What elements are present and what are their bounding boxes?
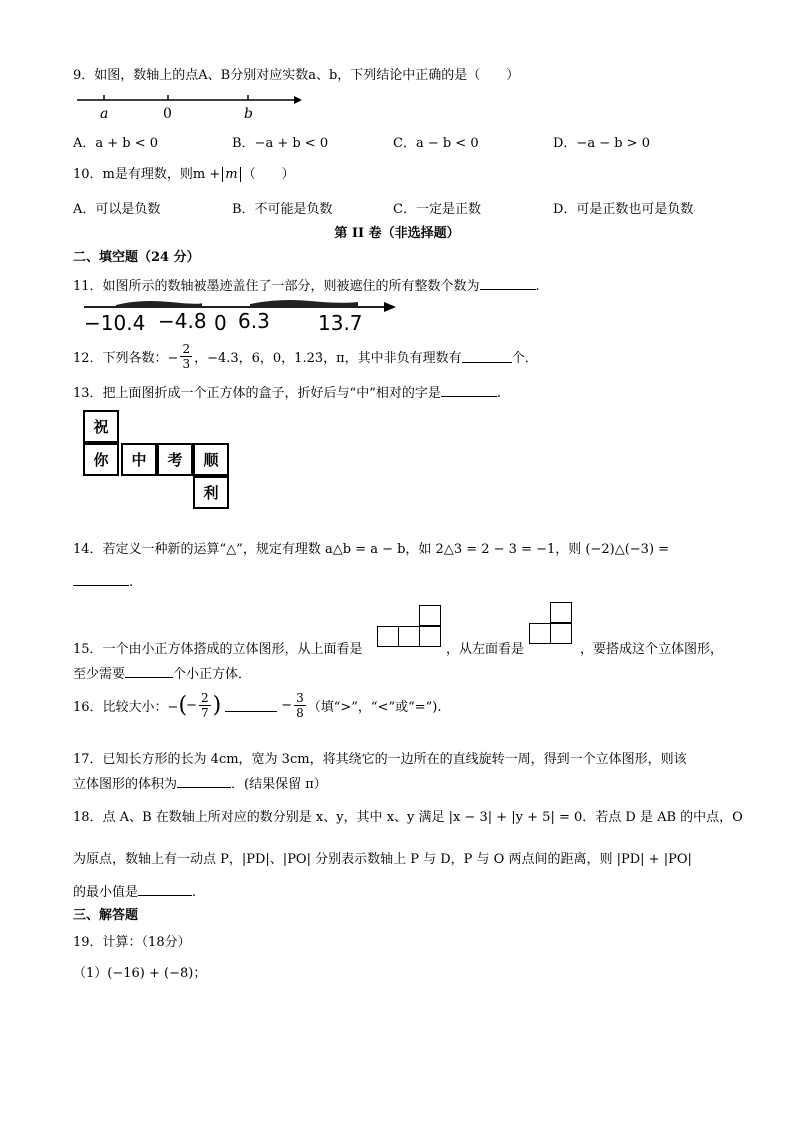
net-cell-6: 利: [193, 476, 229, 509]
section3-heading: 三、解答题: [73, 908, 139, 923]
q12-fraction: [180, 343, 192, 370]
q16-answer-blank[interactable]: [225, 699, 277, 712]
q16-fraction-2: [294, 692, 306, 719]
q10-abs-m: m: [222, 167, 240, 182]
q12-end: 个．: [511, 351, 538, 366]
q11-stem-end: .: [535, 279, 540, 294]
q10-option-c: C．一定是正数: [393, 202, 481, 217]
q15-text-e: 个小正方体．: [173, 667, 252, 682]
net-cell-5: 顺: [193, 443, 229, 476]
q12-frac-num: 2: [182, 342, 191, 356]
q15-answer-blank[interactable]: [125, 665, 173, 678]
q13-stem: [73, 382, 501, 401]
q16-f2-num: 3: [296, 691, 304, 705]
q17-line1: 17．已知长方形的长为 4cm，宽为 3cm，将其绕它的一边所在的直线旋转一周，得到一个立体图形，则该: [73, 752, 687, 767]
part2-title: 第 II 卷（非选择题）: [334, 226, 460, 241]
q9-axis-label-b: b: [244, 106, 253, 122]
q11-label-0: 0: [214, 311, 227, 335]
q12-stem: [73, 343, 538, 370]
q10-stem-suffix: （ ）: [242, 167, 295, 182]
q14-answer-blank[interactable]: [73, 573, 129, 586]
q18-line3a: 的最小值是: [73, 885, 139, 900]
q18-line3b: .: [192, 885, 197, 900]
q15-text-d: 至少需要: [73, 667, 126, 682]
q14-stem: 14．若定义一种新的运算“△”，规定有理数 a△b = a − b，如 2△3 = 2 − 3 = −1，则 (−2)△(−3) =: [73, 542, 670, 557]
q17-line2b: ．(结果保留 π）: [231, 777, 327, 792]
q17-answer-blank[interactable]: [177, 775, 231, 788]
q16-stem: 16．比较大小：− ( − $\frac{2}{7}$ ) − $\frac{3}{8}$ （填“>”，“<”或“=”).: [73, 691, 442, 720]
q11-label-neg4-8: −4.8: [158, 309, 207, 333]
q14-answer-line: [73, 573, 133, 590]
q9-stem: 9．如图，数轴上的点A、B分别对应实数a、b，下列结论中正确的是（ ）: [73, 68, 520, 83]
q13-stem-end: .: [496, 386, 501, 401]
q9-axis-label-a: a: [100, 106, 109, 122]
q11-stem: [73, 275, 540, 294]
q15-line2: [73, 663, 251, 682]
q12-middle: ，−4.3，6，0，1.23̇，π，其中非负有理数有: [194, 351, 462, 366]
q18-answer-blank[interactable]: [138, 883, 192, 896]
section2-heading: 二、填空题（24 分）: [73, 250, 200, 265]
q13-answer-blank[interactable]: [441, 384, 497, 397]
q15-text-a: 15．一个由小正方体搭成的立体图形，从上面看是: [73, 642, 363, 657]
q16-fraction-1: [199, 692, 211, 719]
q10-stem-prefix: 10．m是有理数，则m +: [73, 167, 221, 182]
q18-line1: 18．点 A、B 在数轴上所对应的数分别是 x、y，其中 x、y 满足 |x − 3| + |y + 5| = 0．若点 D 是 AB 的中点，O: [73, 810, 743, 825]
q17-line2a: 立体图形的体积为: [73, 777, 178, 792]
q16-f2-den: 8: [296, 706, 304, 720]
q10-option-a: A．可以是负数: [73, 202, 161, 217]
q16-prefix: 16．比较大小：−: [73, 700, 179, 715]
net-cell-2: 你: [83, 443, 119, 476]
q19-stem: 19．计算：（18分）: [73, 935, 191, 950]
q9-option-c: C．a − b < 0: [393, 136, 479, 151]
q11-answer-blank[interactable]: [480, 277, 536, 290]
q11-ink-blot-right: [250, 300, 358, 308]
q9-option-b: B．−a + b < 0: [232, 136, 329, 151]
q10-option-b: B．不可能是负数: [232, 202, 333, 217]
q11-label-6-3: 6.3: [238, 309, 270, 333]
q16-f1-den: 7: [200, 706, 209, 720]
q16-minus: −: [281, 698, 293, 713]
q9-axis-label-0: 0: [163, 106, 172, 122]
q16-close-paren: ): [212, 693, 222, 718]
q19-part1: （1）(−16) + (−8)；: [73, 966, 207, 981]
q11-label-neg10-4: −10.4: [84, 311, 146, 335]
q12-prefix: 12．下列各数：−: [73, 351, 179, 366]
net-cell-1: 祝: [83, 410, 119, 443]
q15-text-c: ，要搭成这个立体图形，: [580, 642, 724, 657]
q12-answer-blank[interactable]: [462, 350, 512, 363]
q9-option-d: D．−a − b > 0: [553, 136, 650, 151]
q13-stem-text: 13．把上面图折成一个正方体的盒子，折好后与“中”相对的字是: [73, 386, 441, 401]
q14-end: .: [129, 575, 134, 590]
q10-stem: [73, 163, 295, 182]
q16-suffix: （填“>”，“<”或“=”).: [307, 700, 442, 715]
q18-line2: 为原点，数轴上有一动点 P，|PD|、|PO| 分别表示数轴上 P 与 D，P 与 O 两点间的距离，则 |PD| + |PO|: [73, 852, 692, 867]
q11-stem-text: 11．如图所示的数轴被墨迹盖住了一部分，则被遮住的所有整数个数为: [73, 279, 480, 294]
q16-f1-num: 2: [200, 691, 209, 705]
q10-option-d: D．可是正数也可是负数: [553, 202, 694, 217]
q17-line2: [73, 773, 327, 792]
q18-line3: [73, 881, 196, 900]
q11-label-13-7: 13.7: [318, 311, 363, 335]
net-cell-4: 考: [157, 443, 193, 476]
q12-frac-den: 3: [182, 357, 191, 371]
q15-text-b: ，从左面看是: [446, 642, 525, 657]
q16-open-paren: (: [178, 693, 188, 718]
net-cell-3: 中: [121, 443, 157, 476]
q9-option-a: A．a + b < 0: [73, 136, 159, 151]
q11-ink-blot-left: [116, 301, 202, 308]
